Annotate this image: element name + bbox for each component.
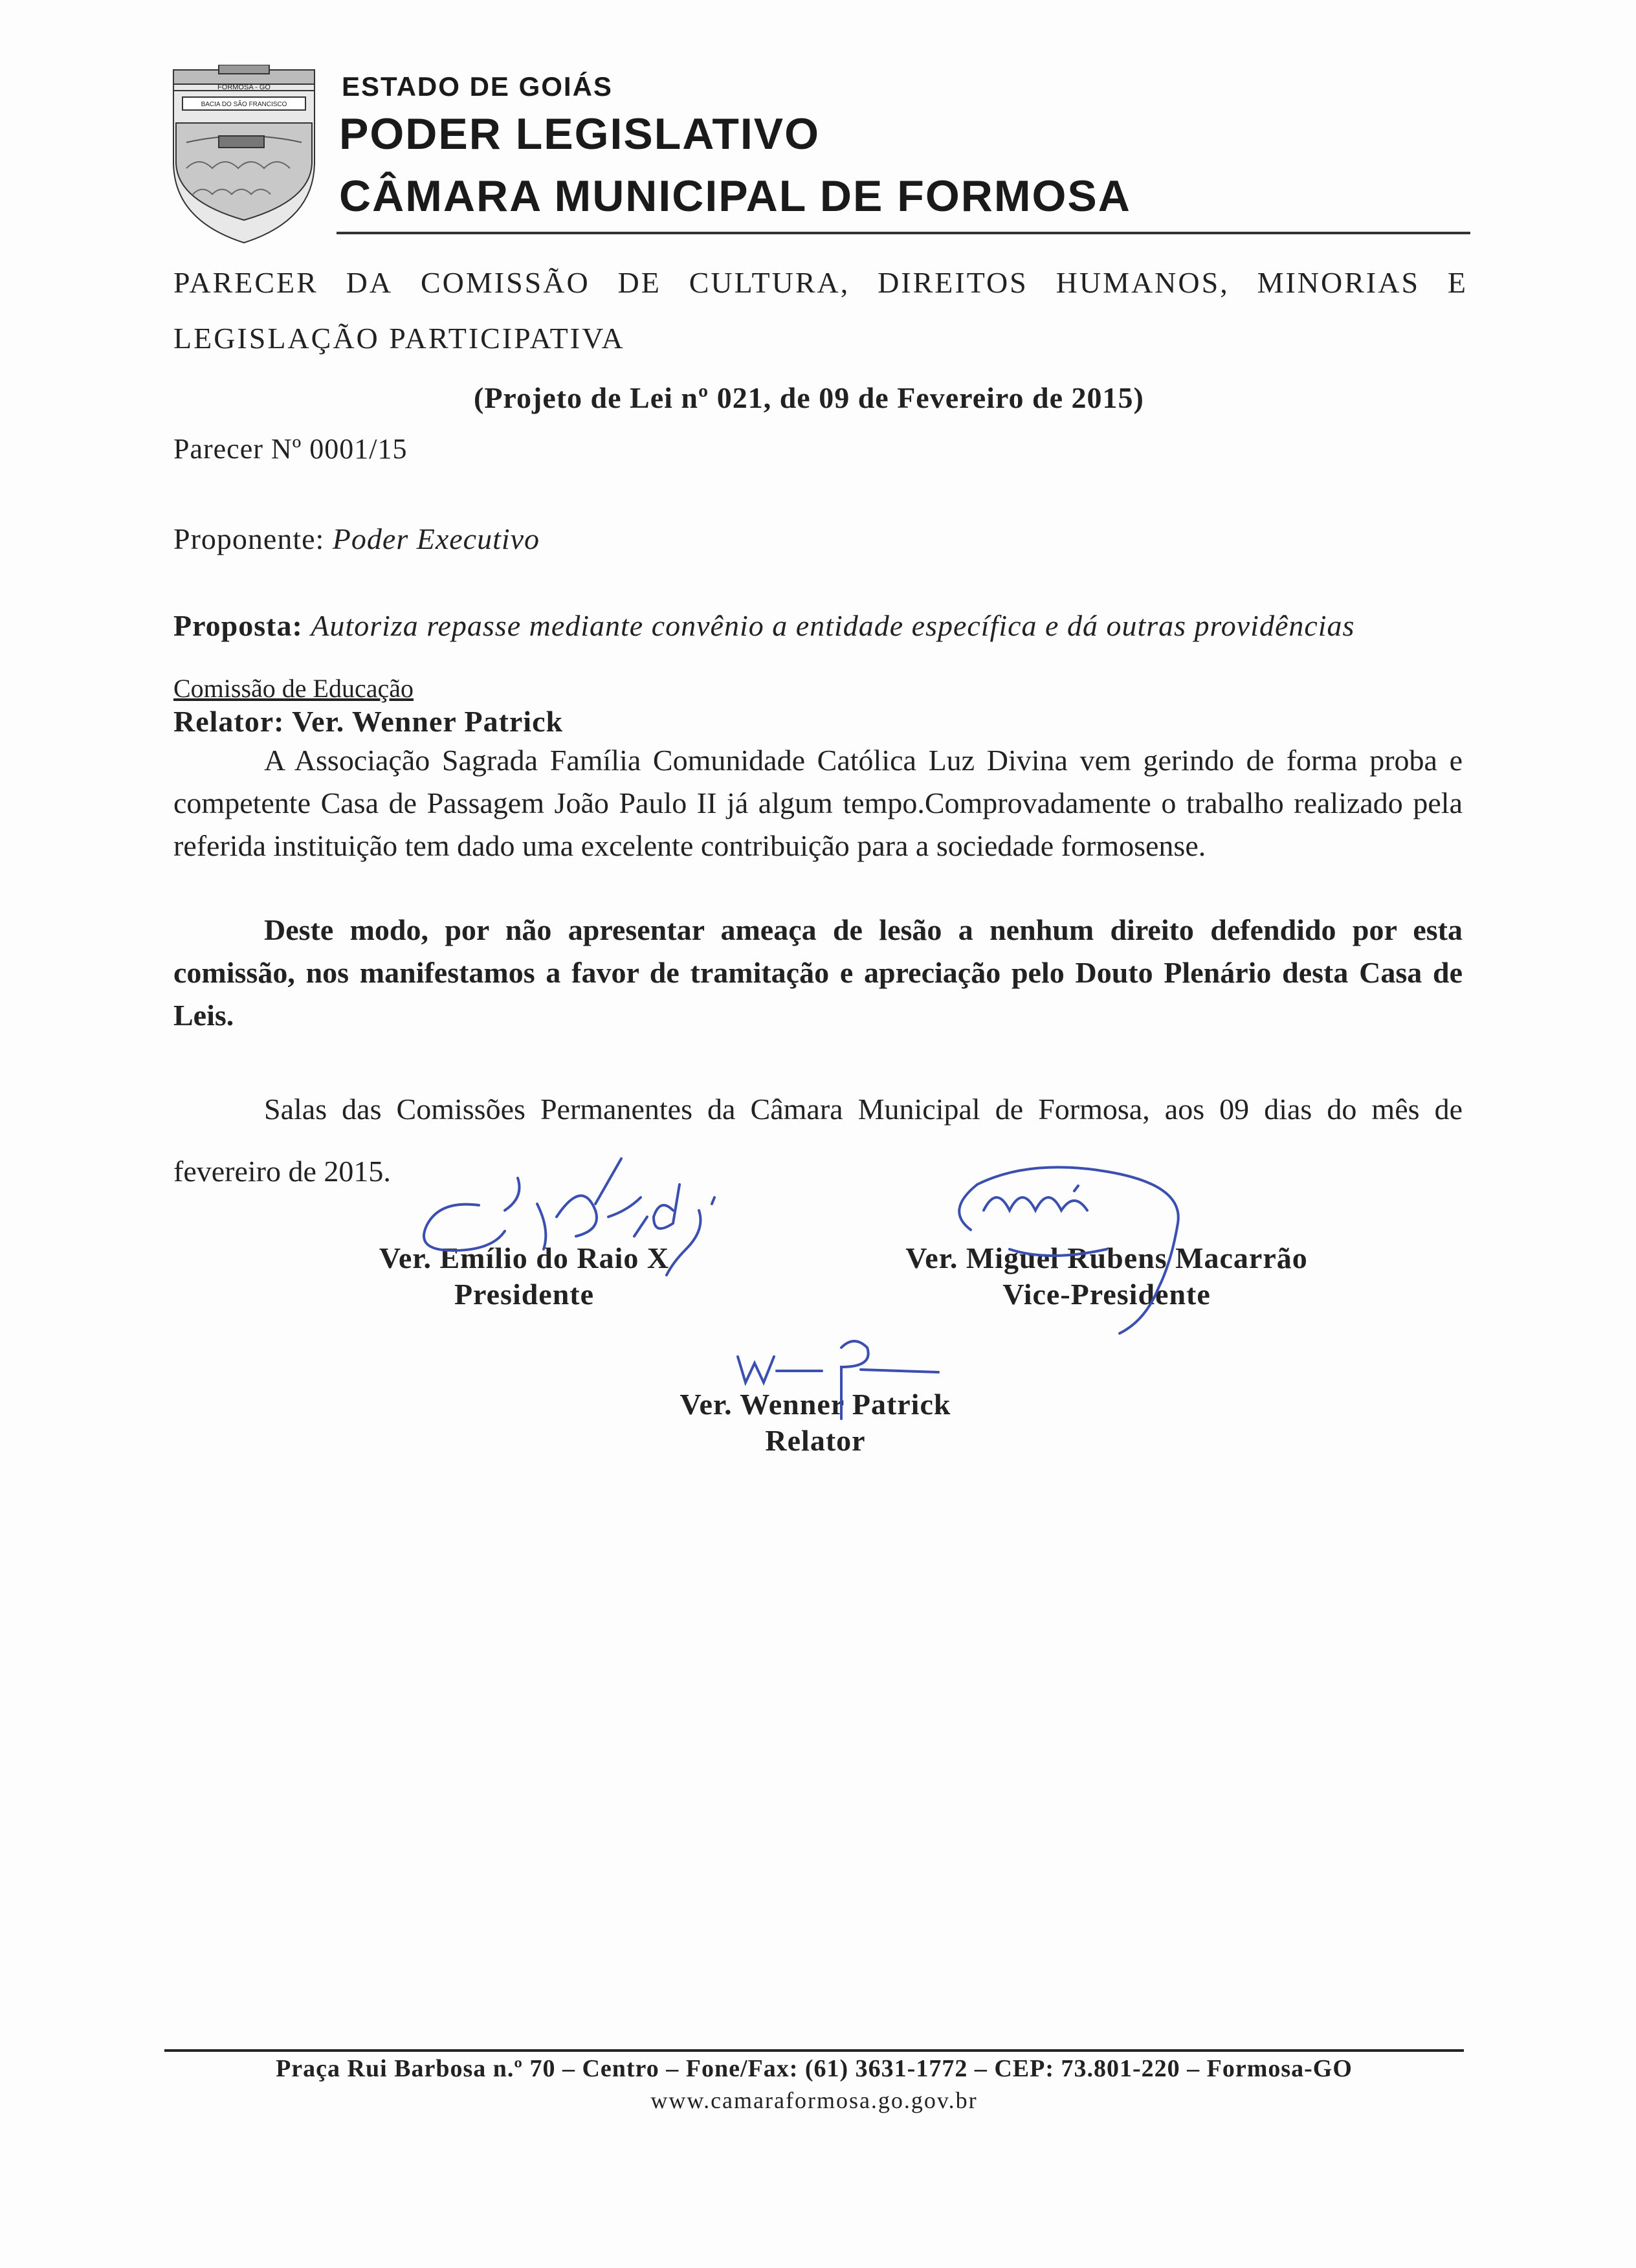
title-word: DE <box>617 266 661 299</box>
header-state: ESTADO DE GOIÁS <box>342 71 613 102</box>
signatory-name: Ver. Emílio do Raio X <box>379 1241 670 1274</box>
bill-reference: (Projeto de Lei nº 021, de 09 de Fevereiro de 2015) <box>474 381 1144 414</box>
crest-label-top: FORMOSA - GO <box>217 83 271 91</box>
title-word: MINORIAS <box>1257 266 1420 299</box>
title-word: COMISSÃO <box>420 266 590 299</box>
conclusion-paragraph: Deste modo, por não apresentar ameaça de lesão a nenhum direito defendido por esta comissão, nos manifestamos a favor de tramitação e apreciação pelo Douto Plenário desta Casa de Leis. <box>173 913 1463 1032</box>
header-divider <box>337 232 1470 234</box>
document-title-line1 <box>173 265 1468 300</box>
proponent-label: Proponente: <box>173 522 325 555</box>
opinion-number: Parecer Nº 0001/15 <box>173 433 408 465</box>
title-word: DIREITOS <box>878 266 1028 299</box>
title-word: DA <box>346 266 393 299</box>
signature-block-vice-president <box>880 1240 1333 1313</box>
footer-website-link[interactable]: www.camaraformosa.go.gov.br <box>650 2087 978 2113</box>
document-title-line2: LEGISLAÇÃO PARTICIPATIVA <box>173 322 625 355</box>
title-word: HUMANOS, <box>1056 266 1230 299</box>
proposal-label: Proposta: <box>173 609 303 642</box>
rapporteur: Relator: Ver. Wenner Patrick <box>173 705 564 738</box>
municipal-crest-icon <box>167 65 321 246</box>
body-paragraph: A Associação Sagrada Família Comunidade Católica Luz Divina vem gerindo de forma proba e competente Casa de Passagem João Paulo II já algum tempo.Comprovadamente o trabalho realizado pela referida instituição tem dado uma excelente contribuição para a sociedade formosense. <box>173 744 1463 862</box>
header-chamber: CÂMARA MUNICIPAL DE FORMOSA <box>339 172 1131 221</box>
title-word: E <box>1447 266 1468 299</box>
title-word: PARECER <box>173 266 318 299</box>
proponent-value: Poder Executivo <box>332 522 540 555</box>
signature-block-president <box>349 1240 699 1313</box>
proponent <box>173 522 540 556</box>
crest-label-band: BACIA DO SÃO FRANCISCO <box>201 101 287 108</box>
closing-paragraph: Salas das Comissões Permanentes da Câmara Municipal de Formosa, aos 09 dias do mês de fevereiro de 2015. <box>173 1093 1463 1188</box>
signatory-name: Ver. Miguel Rubens Macarrão <box>905 1241 1308 1274</box>
footer-divider <box>164 2049 1464 2052</box>
signatory-role: Relator <box>765 1424 866 1457</box>
signatory-name: Ver. Wenner Patrick <box>680 1388 951 1421</box>
signatory-role: Presidente <box>454 1278 595 1311</box>
footer-address: Praça Rui Barbosa n.º 70 – Centro – Fone/Fax: (61) 3631-1772 – CEP: 73.801-220 – Formosa-GO <box>276 2055 1353 2082</box>
signature-block-rapporteur <box>647 1386 984 1459</box>
commission-name: Comissão de Educação <box>173 674 414 703</box>
header-power: PODER LEGISLATIVO <box>339 109 821 159</box>
proposal-value: Autoriza repasse mediante convênio a entidade específica e dá outras providências <box>311 609 1355 642</box>
proposal <box>173 608 1354 643</box>
title-word: CULTURA, <box>689 266 850 299</box>
signatory-role: Vice-Presidente <box>1002 1278 1211 1311</box>
